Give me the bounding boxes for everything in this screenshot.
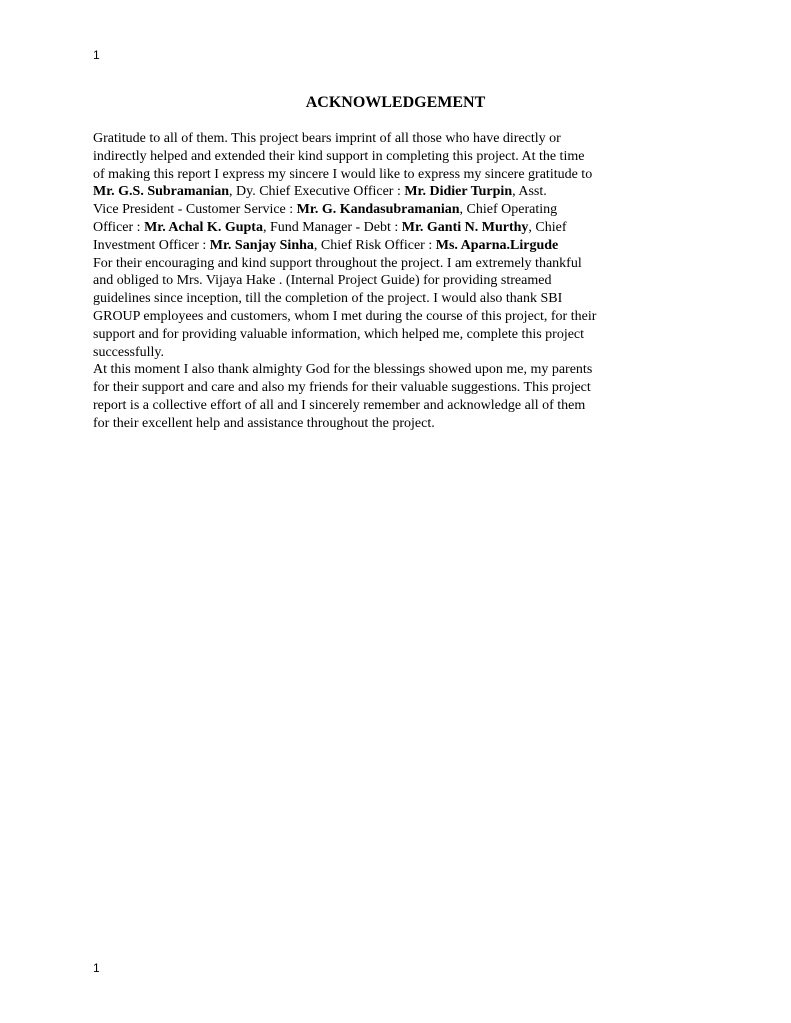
acknowledgement-body (93, 130, 693, 433)
page-title: ACKNOWLEDGEMENT (305, 94, 486, 111)
text-line (93, 130, 693, 148)
text-line (93, 361, 693, 379)
text-segment: of making this report I express my sincere I would like to express my sincere gratitude to (93, 166, 593, 182)
text-line (93, 255, 693, 273)
text-line (93, 219, 693, 237)
text-line (93, 290, 693, 308)
text-segment: For their encouraging and kind support throughout the project. I am extremely thankful (93, 255, 582, 271)
text-segment: Vice President - Customer Service : (93, 202, 297, 218)
text-line (93, 379, 693, 397)
text-segment: GROUP employees and customers, whom I met during the course of this project, for their (93, 308, 597, 324)
text-line (93, 308, 693, 326)
text-segment: At this moment I also thank almighty God for the blessings showed upon me, my parents (93, 362, 593, 378)
text-line (93, 272, 693, 290)
text-segment: successfully. (93, 344, 165, 360)
person-name: Mr. G.S. Subramanian (93, 184, 230, 200)
text-segment: , Chief Operating (459, 202, 558, 218)
person-name: Mr. Didier Turpin (404, 184, 513, 200)
text-line (93, 148, 693, 166)
text-line (93, 397, 693, 415)
text-segment: Investment Officer : (93, 237, 210, 253)
text-segment: , Dy. Chief Executive Officer : (229, 184, 405, 200)
text-segment: , Asst. (512, 184, 547, 200)
text-line (93, 183, 693, 201)
text-line (93, 237, 693, 255)
footer-page-number: 1 (93, 961, 100, 975)
text-segment: support and for providing valuable information, which helped me, complete this project (93, 326, 585, 342)
text-line (93, 344, 693, 362)
text-line (93, 166, 693, 184)
text-segment: for their excellent help and assistance throughout the project. (93, 415, 435, 431)
text-segment: Officer : (93, 219, 145, 235)
text-segment: , Chief Risk Officer : (313, 237, 436, 253)
person-name: Ms. Aparna.Lirgude (435, 237, 559, 253)
text-segment: guidelines since inception, till the completion of the project. I would also thank SBI (93, 291, 563, 307)
text-segment: Gratitude to all of them. This project bears imprint of all those who have directly or (93, 131, 561, 146)
text-line (93, 415, 693, 433)
text-segment: for their support and care and also my friends for their valuable suggestions. This project (93, 380, 591, 396)
text-line (93, 326, 693, 344)
text-segment: , Fund Manager - Debt : (262, 219, 402, 235)
text-line (93, 201, 693, 219)
text-segment: and obliged to Mrs. Vijaya Hake . (Internal Project Guide) for providing streamed (93, 273, 552, 289)
person-name: Mr. G. Kandasubramanian (296, 202, 460, 218)
person-name: Mr. Ganti N. Murthy (401, 219, 529, 235)
person-name: Mr. Achal K. Gupta (144, 219, 263, 235)
text-segment: report is a collective effort of all and I sincerely remember and acknowledge all of them (93, 397, 586, 413)
header-page-number: 1 (93, 48, 100, 62)
text-segment: , Chief (528, 219, 567, 235)
person-name: Mr. Sanjay Sinha (209, 237, 314, 253)
text-segment: indirectly helped and extended their kind support in completing this project. At the time (93, 148, 585, 164)
